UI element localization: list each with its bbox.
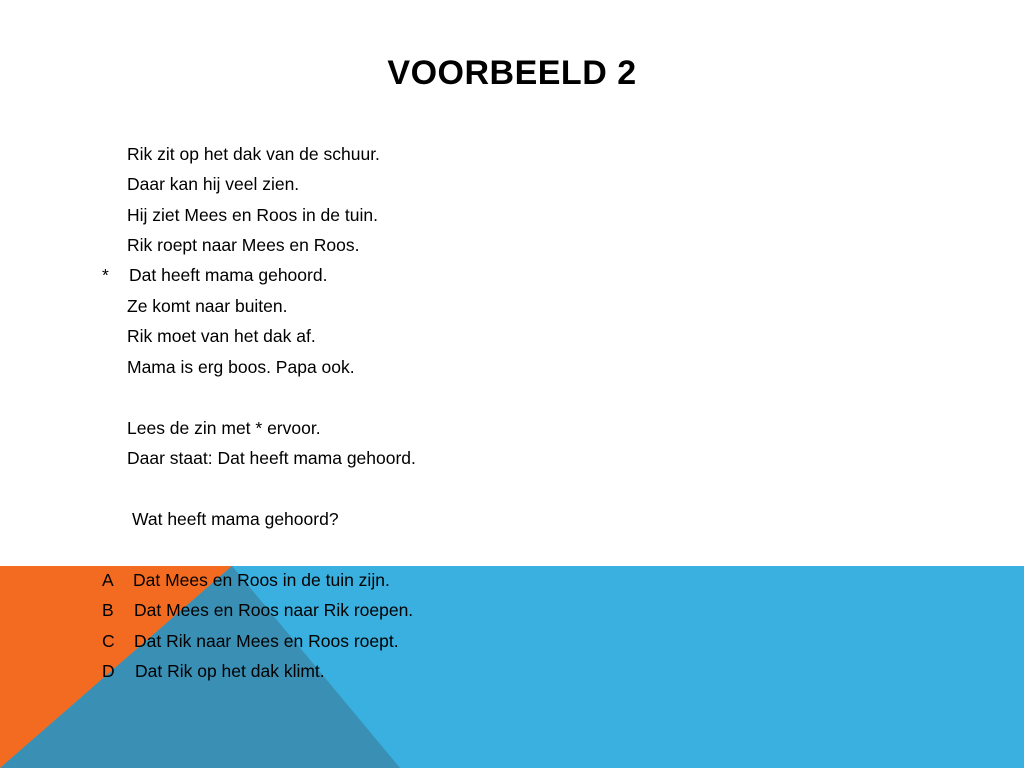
story-line: Mama is erg boos. Papa ook. [127,357,355,377]
option-text: Dat Rik op het dak klimt. [135,661,325,681]
instruction-line: Lees de zin met * ervoor. [127,418,321,438]
story-line: Daar kan hij veel zien. [127,174,300,194]
option-letter: B [102,600,114,620]
story-line-starred: Dat heeft mama gehoord. [129,265,328,285]
story-line: Hij ziet Mees en Roos in de tuin. [127,205,378,225]
option-letter: D [102,661,115,681]
option-letter: A [102,570,114,590]
option-text: Dat Rik naar Mees en Roos roept. [134,631,399,651]
option-letter: C [102,631,115,651]
slide-title: VOORBEELD 2 [387,54,637,92]
story-line: Rik moet van het dak af. [127,326,316,346]
option-text: Dat Mees en Roos in de tuin zijn. [133,570,390,590]
question-text: Wat heeft mama gehoord? [132,509,339,529]
story-line: Rik zit op het dak van de schuur. [127,144,380,164]
instruction-line: Daar staat: Dat heeft mama gehoord. [127,448,416,468]
story-line: Rik roept naar Mees en Roos. [127,235,360,255]
star-marker: * [102,265,109,285]
story-line: Ze komt naar buiten. [127,296,288,316]
option-text: Dat Mees en Roos naar Rik roepen. [134,600,414,620]
